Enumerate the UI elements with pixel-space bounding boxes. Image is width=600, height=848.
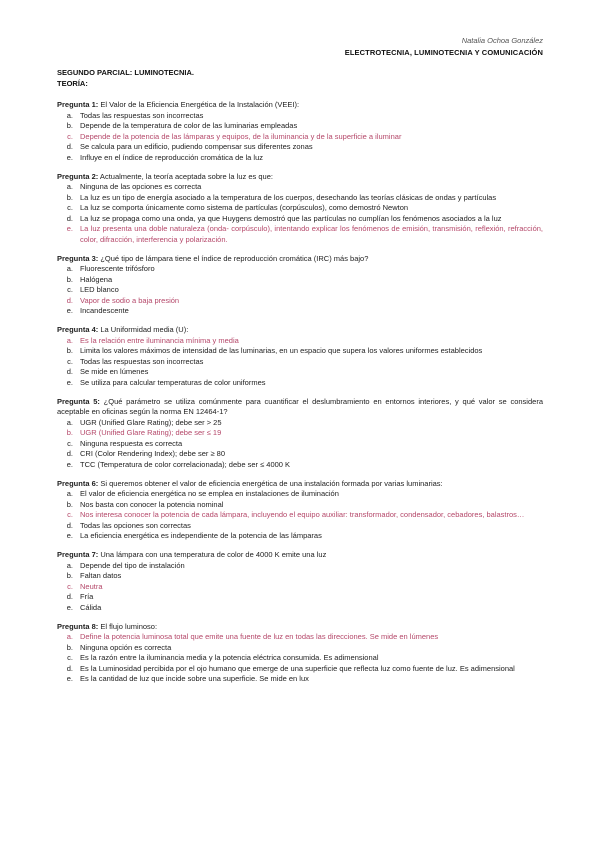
option-text: Se mide en lúmenes [80, 367, 149, 376]
answer-option [57, 378, 543, 389]
question-block [57, 325, 543, 388]
course-title: ELECTROTECNIA, LUMINOTECNIA Y COMUNICACIÓN [344, 48, 543, 57]
option-letter: d. [66, 663, 73, 673]
answer-option [57, 306, 543, 317]
question-statement: ¿Qué tipo de lámpara tiene el índice de reproducción cromática (IRC) más bajo? [98, 253, 369, 263]
question-list [57, 100, 543, 693]
option-text: Todas las opciones son correctas [80, 520, 191, 530]
question-label: Pregunta 3: [57, 253, 99, 263]
option-text: TCC (Temperatura de color correlacionada); debe ser ≤ 4000 K [80, 459, 291, 469]
option-text: Incandescente [80, 306, 129, 315]
author-name: Natalia Ochoa González [461, 36, 543, 45]
option-text: La eficiencia energética es independiente de la potencia de las lámparas [80, 531, 322, 540]
question-label: Pregunta 5: [57, 396, 100, 406]
option-letter: d. [66, 449, 73, 458]
question-text [57, 172, 543, 183]
option-letter: e. [66, 306, 73, 315]
option-letter: b. [66, 499, 73, 509]
section-subtitle: TEORÍA: [57, 78, 88, 88]
question-text [57, 397, 543, 418]
option-text: Depende de la temperatura de color de las luminarias empleadas [80, 121, 298, 130]
answer-option-correct [57, 132, 543, 143]
option-letter: c. [67, 356, 73, 366]
option-text: La luz se comporta únicamente como sistema de partículas (corpúsculos), como demostró Newton [80, 203, 409, 212]
option-text: UGR (Unified Glare Rating); debe ser ≤ 19 [80, 428, 222, 437]
option-letter: d. [66, 592, 73, 601]
option-text: Limita los valores máximos de intensidad de las luminarias, en un espacio que supera los valores uniformes establecidos [80, 346, 483, 355]
answer-option-correct [57, 510, 543, 521]
answer-option [57, 460, 543, 471]
option-text: Es la relación entre iluminancia mínima y media [80, 335, 239, 345]
answer-option [57, 214, 543, 225]
answer-option [57, 418, 543, 429]
option-letter: e. [66, 531, 73, 540]
option-letter: b. [66, 571, 73, 580]
question-statement: ¿Qué parámetro se utiliza comúnmente para cuantificar el deslumbramiento en entornos interiores, y qué valor se considera aceptable en oficinas según la norma EN 12464-1? [57, 396, 543, 416]
option-letter: c. [67, 510, 73, 519]
question-label: Pregunta 2: [57, 171, 99, 181]
answer-option [57, 111, 543, 122]
option-text: Neutra [80, 581, 103, 591]
option-letter: b. [66, 346, 73, 355]
section-heading [57, 68, 194, 89]
question-text [57, 254, 543, 265]
option-letter: b. [66, 428, 73, 437]
answer-option [57, 449, 543, 460]
answer-option-correct [57, 632, 543, 643]
option-letter: d. [66, 367, 73, 376]
question-label: Pregunta 4: [57, 325, 99, 334]
question-text [57, 622, 543, 633]
answer-option [57, 153, 543, 164]
answer-option [57, 439, 543, 450]
answer-option [57, 664, 543, 675]
option-letter: a. [66, 489, 73, 498]
question-label: Pregunta 7: [57, 550, 99, 559]
answer-option [57, 561, 543, 572]
option-letter: a. [66, 182, 73, 191]
question-label: Pregunta 1: [57, 100, 99, 109]
option-letter: a. [66, 560, 73, 570]
answer-option [57, 674, 543, 685]
option-letter: b. [66, 642, 73, 652]
answer-option-correct [57, 336, 543, 347]
answer-option-correct [57, 296, 543, 307]
option-letter: d. [66, 520, 73, 530]
answer-option [57, 571, 543, 582]
question-text [57, 100, 543, 111]
option-text: Nos basta con conocer la potencia nominal [80, 499, 224, 509]
option-letter: c. [67, 131, 73, 141]
option-text: Ninguna de las opciones es correcta [80, 182, 202, 191]
answer-option [57, 592, 543, 603]
question-text [57, 325, 543, 336]
section-title: SEGUNDO PARCIAL: LUMINOTECNIA. [57, 68, 194, 77]
option-text: La luz es un tipo de energía asociado a la temperatura de los cuerpos, desechando las teorías clásicas de ondas y partículas [80, 192, 497, 202]
answer-option [57, 346, 543, 357]
question-statement: Si queremos obtener el valor de eficiencia energética de una instalación formada por varias luminarias: [98, 478, 443, 488]
answer-option [57, 603, 543, 614]
option-letter: e. [66, 602, 73, 612]
option-letter: c. [67, 581, 73, 591]
option-text: Todas las respuestas son incorrectas [80, 110, 204, 120]
answer-option [57, 264, 543, 275]
option-text: Cálida [80, 602, 102, 612]
option-text: Es la Luminosidad percibida por el ojo humano que emerge de una superficie que reflecta luz como fuente de luz. Es adimensional [80, 663, 515, 673]
option-letter: b. [66, 274, 73, 284]
option-text: Se utiliza para calcular temperaturas de color uniformes [80, 377, 266, 387]
question-statement: El flujo luminoso: [98, 621, 158, 631]
option-text: Faltan datos [80, 571, 122, 580]
question-text [57, 479, 543, 490]
answer-option [57, 653, 543, 664]
option-text: Influye en el índice de reproducción cromática de la luz [80, 152, 264, 162]
option-letter: b. [66, 192, 73, 202]
option-letter: d. [66, 142, 73, 151]
answer-option [57, 285, 543, 296]
option-text: Ninguna respuesta es correcta [80, 438, 183, 448]
option-letter: c. [67, 203, 73, 212]
option-letter: a. [66, 335, 73, 345]
answer-option [57, 121, 543, 132]
answer-option-correct [57, 582, 543, 593]
option-text: Vapor de sodio a baja presión [80, 295, 180, 305]
question-label: Pregunta 8: [57, 621, 99, 631]
answer-option [57, 643, 543, 654]
answer-option-correct [57, 428, 543, 439]
option-text: El valor de eficiencia energética no se emplea en instalaciones de iluminación [80, 489, 339, 498]
question-block [57, 397, 543, 471]
option-letter: e. [66, 224, 73, 233]
question-statement: Actualmente, la teoría aceptada sobre la luz es que: [98, 171, 273, 181]
question-block [57, 550, 543, 613]
option-text: CRI (Color Rendering Index); debe ser ≥ 80 [80, 449, 226, 458]
answer-option [57, 521, 543, 532]
option-text: Ninguna opción es correcta [80, 642, 172, 652]
option-letter: c. [67, 438, 73, 448]
option-letter: e. [66, 674, 73, 683]
option-text: Se calcula para un edificio, pudiendo compensar sus diferentes zonas [80, 142, 313, 151]
answer-option [57, 531, 543, 542]
option-letter: a. [66, 264, 73, 273]
option-text: La luz se propaga como una onda, ya que Huygens demostró que las partículas no cumplían los fenómenos asociados a la luz [80, 213, 502, 223]
option-text: La luz presenta una doble naturaleza (onda- corpúsculo), intentando explicar los fenómenos de emisión, transmisión, reflexión, refracción, color, difracción, interferencia y polarización. [80, 224, 543, 244]
option-letter: d. [66, 295, 73, 305]
option-text: Nos interesa conocer la potencia de cada lámpara, incluyendo el equipo auxiliar: transformador, condensador, cebadores, balastros… [80, 510, 525, 519]
option-text: Fría [80, 592, 94, 601]
option-letter: c. [67, 285, 73, 294]
option-text: UGR (Unified Glare Rating); debe ser > 25 [80, 417, 222, 427]
question-block [57, 172, 543, 246]
option-letter: d. [66, 213, 73, 223]
option-text: Depende del tipo de instalación [80, 560, 185, 570]
answer-option [57, 357, 543, 368]
answer-option [57, 489, 543, 500]
answer-option [57, 203, 543, 214]
option-text: Todas las respuestas son incorrectas [80, 356, 204, 366]
option-letter: c. [67, 653, 73, 662]
option-text: Halógena [80, 274, 113, 284]
option-text: Depende de la potencia de las lámparas y equipos, de la iluminancia y de la superficie a iluminar [80, 131, 402, 141]
option-letter: a. [66, 417, 73, 427]
answer-option [57, 367, 543, 378]
question-text [57, 550, 543, 561]
option-text: Define la potencia luminosa total que emite una fuente de luz en todas las direcciones. Se mide en lúmenes [80, 632, 439, 641]
option-letter: a. [66, 110, 73, 120]
question-statement: Una lámpara con una temperatura de color de 4000 K emite una luz [98, 550, 327, 559]
option-letter: e. [66, 152, 73, 162]
answer-option-correct [57, 224, 543, 245]
option-letter: e. [66, 459, 73, 469]
question-block [57, 100, 543, 163]
answer-option [57, 182, 543, 193]
question-block [57, 622, 543, 685]
question-statement: La Uniformidad media (U): [98, 325, 189, 334]
question-label: Pregunta 6: [57, 478, 99, 488]
question-block [57, 479, 543, 542]
answer-option [57, 275, 543, 286]
question-block [57, 254, 543, 317]
option-text: Es la cantidad de luz que incide sobre una superficie. Se mide en lux [80, 674, 309, 683]
answer-option [57, 142, 543, 153]
question-statement: El Valor de la Eficiencia Energética de la Instalación (VEEI): [98, 100, 300, 109]
option-letter: e. [66, 377, 73, 387]
answer-option [57, 193, 543, 204]
answer-option [57, 500, 543, 511]
option-letter: a. [66, 632, 73, 641]
option-letter: b. [66, 121, 73, 130]
option-text: LED blanco [80, 285, 119, 294]
option-text: Es la razón entre la iluminancia media y la potencia eléctrica consumida. Es adimensional [80, 653, 379, 662]
option-text: Fluorescente trifósforo [80, 264, 155, 273]
